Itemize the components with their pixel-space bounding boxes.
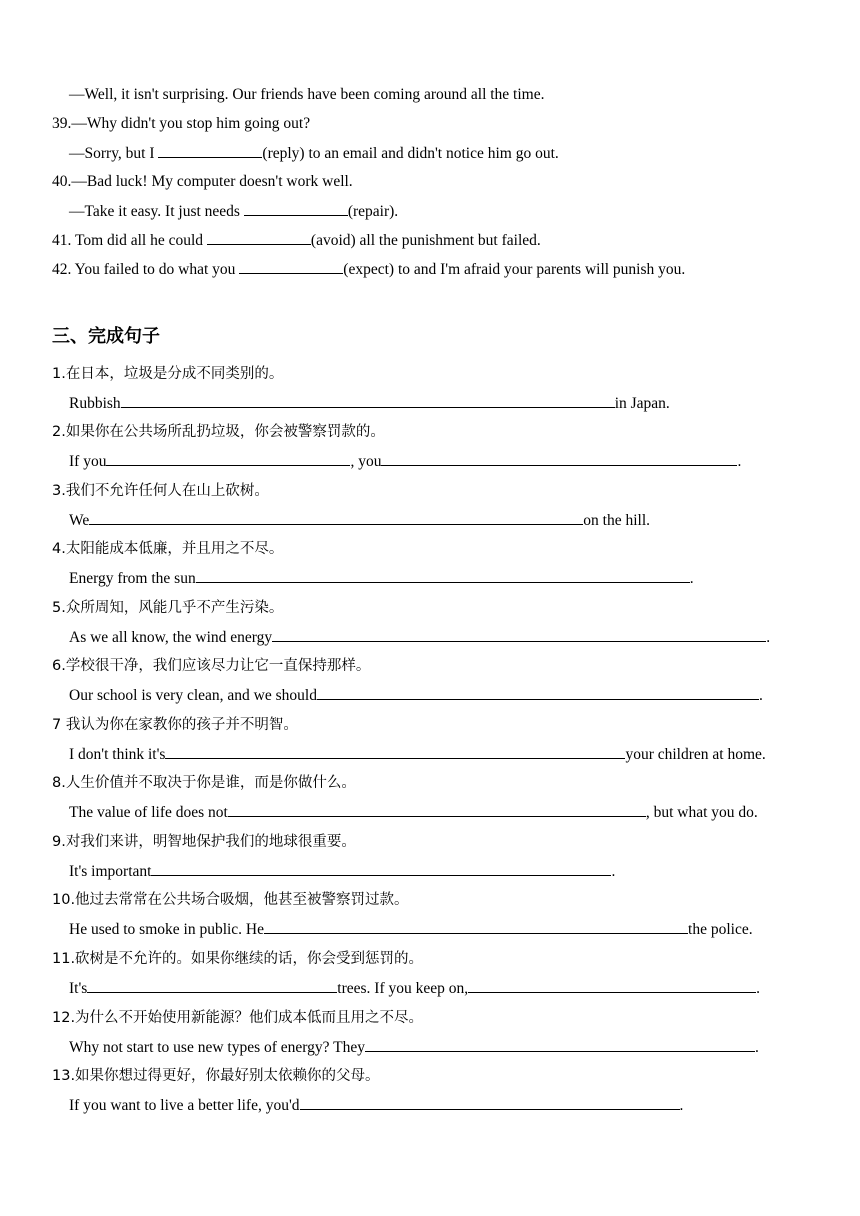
- item-11-suffix: .: [756, 980, 761, 997]
- item-3-suffix: on the hill.: [583, 512, 651, 529]
- item-11-english: [69, 978, 760, 998]
- blank-2b[interactable]: [381, 451, 737, 466]
- blank-40[interactable]: [244, 201, 348, 216]
- item-10-prefix: He used to smoke in public. He: [69, 921, 265, 938]
- item-9-suffix: .: [611, 863, 616, 880]
- question-39: 39.—Why didn't you stop him going out?: [52, 115, 311, 132]
- item-7-chinese: 7 我认为你在家教你的孩子并不明智。: [52, 717, 298, 733]
- item-5-english: [69, 627, 770, 647]
- item-7-suffix: your children at home.: [625, 746, 766, 763]
- blank-12[interactable]: [365, 1037, 755, 1052]
- item-12-english: [69, 1037, 759, 1057]
- item-7-english: [69, 744, 766, 764]
- item-12-suffix: .: [755, 1039, 759, 1056]
- item-8-prefix: The value of life does not: [69, 804, 228, 821]
- question-42-suffix: (expect) to and I'm afraid your parents will punish you.: [343, 261, 686, 278]
- item-7-prefix: I don't think it's: [69, 746, 166, 763]
- item-6-prefix: Our school is very clean, and we should: [69, 687, 317, 704]
- question-42: [52, 259, 685, 279]
- item-6-suffix: .: [758, 687, 763, 704]
- item-8-english: [69, 802, 758, 822]
- item-3-english: [69, 510, 650, 530]
- item-4-english: [69, 568, 694, 588]
- item-9-chinese: 9.对我们来讲，明智地保护我们的地球很重要。: [52, 834, 356, 850]
- item-1-chinese: 1.在日本，垃圾是分成不同类别的。: [52, 366, 284, 382]
- item-10-suffix: the police.: [688, 921, 753, 938]
- item-12-prefix: Why not start to use new types of energy? They: [69, 1039, 366, 1056]
- item-8-suffix: , but what you do.: [645, 804, 758, 821]
- item-2-prefix: If you: [69, 453, 107, 470]
- question-41-prefix: 41. Tom did all he could: [52, 232, 207, 249]
- item-1-prefix: Rubbish: [69, 395, 121, 412]
- answer-40: [69, 201, 398, 221]
- blank-41[interactable]: [207, 230, 311, 245]
- blank-11b[interactable]: [468, 978, 756, 993]
- question-40: 40.—Bad luck! My computer doesn't work well.: [52, 173, 353, 190]
- item-10-chinese: 10.他过去常常在公共场合吸烟，他甚至被警察罚过款。: [52, 892, 409, 908]
- item-5-prefix: As we all know, the wind energy: [69, 629, 273, 646]
- blank-1[interactable]: [121, 393, 615, 408]
- blank-39[interactable]: [158, 143, 262, 158]
- item-2-suffix: .: [737, 453, 742, 470]
- item-13-suffix: .: [679, 1097, 684, 1114]
- item-9-prefix: It's important: [69, 863, 152, 880]
- item-13-english: [69, 1095, 683, 1115]
- answer-40-suffix: (repair).: [347, 203, 399, 220]
- item-6-chinese: 6.学校很干净，我们应该尽力让它一直保持那样。: [52, 658, 371, 674]
- blank-9[interactable]: [151, 861, 611, 876]
- question-42-prefix: 42. You failed to do what you: [52, 261, 240, 278]
- item-6-english: [69, 685, 763, 705]
- item-5-suffix: .: [766, 629, 771, 646]
- blank-8[interactable]: [228, 802, 646, 817]
- blank-6[interactable]: [317, 685, 759, 700]
- item-13-prefix: If you want to live a better life, you'd: [69, 1097, 300, 1114]
- item-9-english: [69, 861, 615, 881]
- item-11-chinese: 11.砍树是不允许的。如果你继续的话，你会受到惩罚的。: [52, 951, 424, 967]
- item-1-english: [69, 393, 670, 413]
- blank-7[interactable]: [165, 744, 625, 759]
- question-41-suffix: (avoid) all the punishment but failed.: [310, 232, 541, 249]
- blank-2a[interactable]: [106, 451, 350, 466]
- section-title: 三、完成句子: [52, 326, 160, 347]
- blank-4[interactable]: [196, 568, 690, 583]
- item-3-chinese: 3.我们不允许任何人在山上砍树。: [52, 483, 269, 499]
- blank-42[interactable]: [239, 259, 343, 274]
- blank-10[interactable]: [264, 919, 688, 934]
- item-13-chinese: 13.如果你想过得更好，你最好别太依赖你的父母。: [52, 1068, 380, 1084]
- item-1-suffix: in Japan.: [614, 395, 670, 412]
- item-2-chinese: 2.如果你在公共场所乱扔垃圾，你会被警察罚款的。: [52, 424, 385, 440]
- question-41: [52, 230, 541, 250]
- item-10-english: [69, 919, 753, 939]
- blank-5[interactable]: [272, 627, 766, 642]
- item-2-english: [69, 451, 741, 471]
- item-4-chinese: 4.太阳能成本低廉，并且用之不尽。: [52, 541, 284, 557]
- item-4-prefix: Energy from the sun: [69, 570, 196, 587]
- answer-39-suffix: (reply) to an email and didn't notice him go out.: [262, 145, 559, 162]
- blank-13[interactable]: [300, 1095, 680, 1110]
- item-12-chinese: 12.为什么不开始使用新能源？他们成本低而且用之不尽。: [52, 1010, 424, 1026]
- answer-40-prefix: —Take it easy. It just needs: [69, 203, 244, 220]
- answer-39: [69, 143, 559, 163]
- item-11-prefix: It's: [69, 980, 88, 997]
- answer-39-prefix: —Sorry, but I: [69, 145, 159, 162]
- item-11-middle: trees. If you keep on,: [337, 980, 469, 997]
- item-3-prefix: We: [69, 512, 90, 529]
- blank-11a[interactable]: [87, 978, 337, 993]
- item-2-middle: , you: [350, 453, 382, 470]
- blank-3[interactable]: [89, 510, 583, 525]
- item-8-chinese: 8.人生价值并不取决于你是谁，而是你做什么。: [52, 775, 356, 791]
- item-4-suffix: .: [689, 570, 694, 587]
- item-5-chinese: 5.众所周知，风能几乎不产生污染。: [52, 600, 284, 616]
- dialogue-line: —Well, it isn't surprising. Our friends have been coming around all the time.: [69, 86, 545, 103]
